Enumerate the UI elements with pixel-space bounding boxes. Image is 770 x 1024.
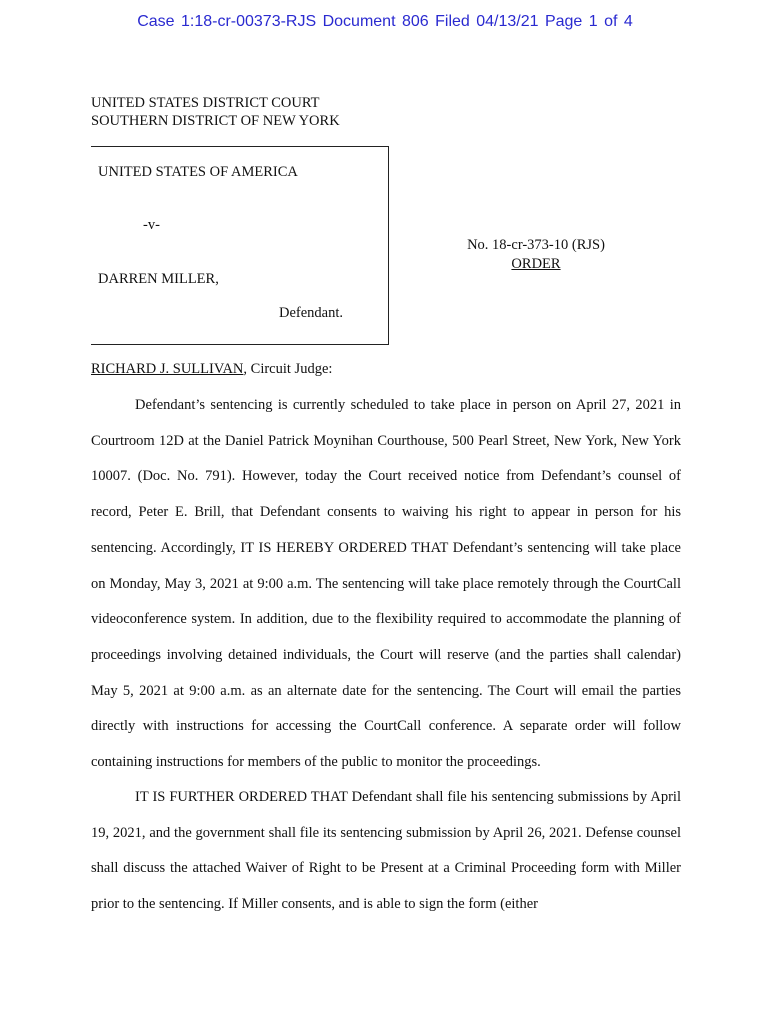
order-paragraph-2: IT IS FURTHER ORDERED THAT Defendant shall file his sentencing submissions by April 19, 2021, and the government shall file its sentencing submission by April 26, 2021. Defense counsel shall discuss the attached Waiver of Right to be Present at a Criminal Proceeding form with Miller prior to the sentencing. If Miller consents, and is able to sign the form (either [91,789,681,913]
case-number: No. 18-cr-373-10 (RJS) [467,237,605,253]
judge-title: , Circuit Judge: [243,361,333,377]
document-title: ORDER [511,256,561,272]
caption-versus: -v- [143,217,160,233]
filing-header: Case 1:18-cr-00373-RJS Document 806 Filed 04/13/21 Page 1 of 4 [137,13,633,30]
caption-plaintiff: UNITED STATES OF AMERICA [98,164,298,180]
order-paragraph-1: Defendant’s sentencing is currently scheduled to take place in person on April 27, 2021 in Courtroom 12D at the Daniel Patrick Moynihan Courthouse, 500 Pearl Street, New York, New York 10007. (Doc. No. 791). However, today the Court received notice from Defendant’s counsel of record, Peter E. Brill, that Defendant consents to waiving his right to appear in person for his sentencing. Accordingly, IT IS HEREBY ORDERED THAT Defendant’s sentencing will take place on Monday, May 3, 2021 at 9:00 a.m. The sentencing will take place remotely through the CourtCall videoconference system. In addition, due to the flexibility required to accommodate the planning of proceedings involving detained individuals, the Court will reserve (and the parties shall calendar) May 5, 2021 at 9:00 a.m. as an alternate date for the sentencing. The Court will email the parties directly with instructions for accessing the CourtCall conference. A separate order will follow containing instructions for members of the public to monitor the proceedings. [91,397,681,771]
caption-defendant-role: Defendant. [279,305,344,321]
judge-name: RICHARD J. SULLIVAN [91,361,244,377]
judge-line [91,361,332,378]
caption-defendant: DARREN MILLER, [98,271,219,287]
court-name-line-1: UNITED STATES DISTRICT COURT [91,95,320,111]
court-name [91,94,340,130]
court-name-line-2: SOUTHERN DISTRICT OF NEW YORK [91,113,340,129]
case-info [462,236,610,274]
